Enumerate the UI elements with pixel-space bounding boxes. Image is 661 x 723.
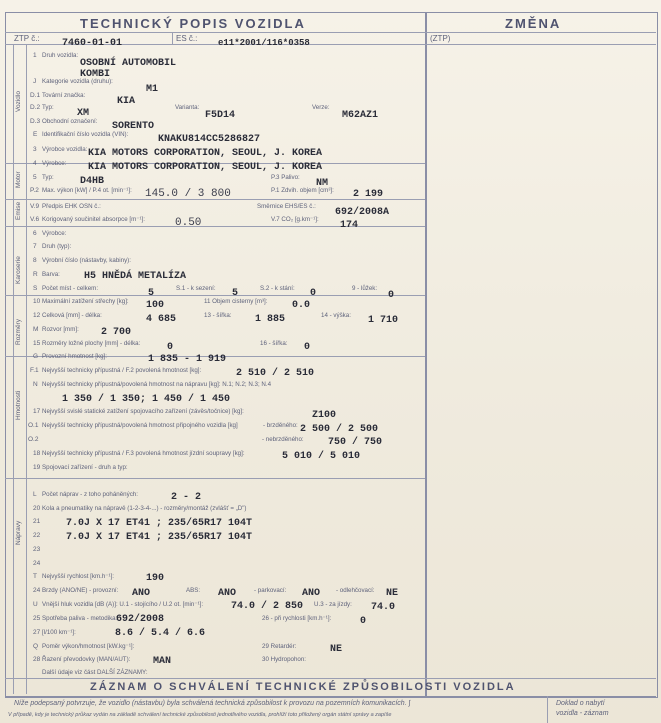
row-number: N [33,381,38,388]
row-number: 25 [33,615,41,622]
retarder-value: NE [330,644,343,655]
field-label: [l/100 km⁻¹]: [42,629,76,636]
field-label: U.3 - za jízdy: [314,601,352,608]
field-label: Směrnice EHS/ES č.: [257,203,316,210]
field-label: - odlehčovací: [336,587,375,594]
seats-sitting-value: 5 [232,288,239,299]
field-label: ABS: [186,587,201,594]
unbraked-trailer-value: 750 / 750 [328,437,383,448]
es-value: e11*2001/116*0358 [218,38,310,48]
section-motor: Motor [15,171,22,188]
row-number: D.1 [30,92,41,99]
field-label: - nebrzděného: [262,436,304,443]
field-label: Vnější hluk vozidla [dB (A)]: U.1 - stojícího / U.2 ot. [min⁻¹]: [42,601,204,608]
row-number: L [33,491,37,498]
row-number: 7 [33,243,37,250]
row-number: T [33,573,37,580]
field-label: Rozměry ložné plochy [mm] - délka: [42,340,141,347]
max-speed-value: 190 [146,573,165,584]
displacement-value: 2 199 [353,189,384,200]
field-label: Provozní hmotnost [kg]: [42,353,107,360]
make-value: KIA [117,96,136,107]
field-label: 13 - šířka: [204,312,232,319]
field-label: Nejvyšší technicky přípustná / F.2 povolená hmotnost [kg]: [42,367,202,374]
approval-note: V případě, kdy je technický průkaz vydán na základě schválení technické způsobilosti jednotlivého vozidla, prohlíží toto přiložený orgán státní správy a zapíše [8,712,392,718]
directive-value: 692/2008A [335,207,390,218]
field-label: Typ: [42,174,54,181]
ztp-value: 7460-01-01 [62,38,123,49]
field-label: Poměr výkon/hmotnost [kW.kg⁻¹]: [42,643,135,650]
cargo-length-value: 0 [167,342,174,353]
row-number: 28 [33,656,41,663]
field-label: Max. výkon [kW] / P.4 ot. [min⁻¹]: [42,187,132,194]
field-label: Kola a pneumatiky na nápravě (1-2-3-4-...) - rozměry/montáž (zvlášť = „D") [42,505,247,512]
form-title: TECHNICKÝ POPIS VOZIDLA [80,16,306,31]
section-vozidlo: Vozidlo [15,91,22,112]
row-number: E [33,131,38,138]
length-value: 4 685 [146,314,177,325]
max-weight-value: 2 510 / 2 510 [236,368,315,379]
field-label: Nejvyšší svislé statické zatížení spojovacího zařízení (závěs/točnice) [kg]: [42,408,244,415]
vehicle-body-value: KOMBI [80,69,111,80]
ztp-right: (ZTP) [430,34,451,43]
field-label: Varianta: [175,104,200,111]
gearbox-value: MAN [153,656,172,667]
width-value: 1 885 [255,314,286,325]
es-label: ES č.: [176,34,198,43]
co2-value: 174 [340,220,359,231]
field-label: Výrobní číslo (nástavby, kabiny): [42,257,131,264]
retarder-brake-value: NE [386,588,399,599]
consumption-method-value: 692/2008 [116,614,165,625]
field-label: Nejvyšší technicky přípustná / F.3 povolená hmotnost jízdní soupravy [kg]: [42,450,245,457]
row-number: U [33,601,38,608]
field-label: Korigovaný součinitel absorpce [m⁻¹]: [42,216,146,223]
curb-weight-value: 1 835 - 1 919 [148,354,227,365]
row-number: 17 [33,408,41,415]
approval-text: Níže podepsaný potvrzuje, že vozidlo (nástavbu) byla schválená technická způsobilost k provozu na pozemních komunikacích. ∫ [14,700,411,707]
field-label: Rozvor [mm]: [42,326,79,333]
row-number: G [33,353,39,360]
field-label: Typ: [42,104,54,111]
engine-manufacturer-value: KIA MOTORS CORPORATION, SEOUL, J. KOREA [88,162,323,173]
field-label: V.7 CO₂ [g.km⁻¹]: [271,216,319,223]
field-label: Počet náprav - z toho poháněných: [42,491,138,498]
field-label: Další údaje viz část DALŠÍ ZÁZNAMY: [42,669,148,676]
field-label: Výrobce: [42,230,67,237]
row-number: Q [33,643,39,650]
row-number: J [33,78,37,85]
field-label: Druh (typ): [42,243,72,250]
field-label: S.1 - k sezení: [176,285,216,292]
vin-value: KNAKU814CC5286827 [158,134,261,145]
row-number: O.1 [28,422,39,429]
field-label: Druh vozidla: [42,52,79,59]
row-number: 22 [33,532,41,539]
row-number: 8 [33,257,37,264]
row-number: M [33,326,39,333]
row-number: P.2 [30,187,39,194]
trade-name-value: SORENTO [112,121,155,132]
row-number: 23 [33,546,41,553]
field-label: Nejvyšší rychlost [km.h⁻¹]: [42,573,115,580]
combination-weight-value: 5 010 / 5 010 [282,451,361,462]
row-number: 18 [33,450,41,457]
braked-trailer-value: 2 500 / 2 500 [300,424,379,435]
field-label: Identifikační číslo vozidla (VIN): [42,131,129,138]
field-label: Nejvyšší technicky přípustná/povolená hmotnost připojného vozidla [kg] [42,422,238,429]
row-number: 10 [33,298,41,305]
field-label: Tovární značka: [42,92,86,99]
coupling-load-value: Z100 [312,410,337,421]
section-karoserie: Karoserie [15,256,22,284]
category-value: M1 [146,84,159,95]
field-label: Kategorie vozidla (druhu): [42,78,113,85]
row-number: 12 [33,312,41,319]
row-number: 3 [33,146,37,153]
row-number: V.9 [30,203,40,210]
variant-value: F5D14 [205,110,236,121]
row-number: O.2 [28,436,39,443]
type-value: XM [77,108,90,119]
row-number: F.1 [30,367,39,374]
section-hmotnosti: Hmotnosti [15,390,22,420]
section-rozmery: Rozměry [15,318,22,345]
consumption-value: 8.6 / 5.4 / 6.6 [115,628,206,639]
row-number: D.3 [30,118,41,125]
row-number: 4 [33,160,37,167]
row-number: 24 [33,560,41,567]
row-number: 5 [33,174,37,181]
tank-volume-value: 0.0 [292,300,311,311]
row-number: 15 [33,340,41,347]
section-emise: Emise [15,201,22,220]
tire-axle-2-value: 7.0J X 17 ET41 ; 235/65R17 104T [66,532,253,543]
axle-weight-value: 1 350 / 1 350; 1 450 / 1 450 [62,394,231,405]
fuel-value: NM [316,178,329,189]
row-number: 20 [33,505,41,512]
field-label: 9 - lůžek: [352,285,378,292]
approval-title: ZÁZNAM O SCHVÁLENÍ TECHNICKÉ ZPŮSOBILOSTI VOZIDLA [90,681,516,693]
field-label: - parkovací: [254,587,287,594]
field-label: Počet míst - celkem: [42,285,99,292]
parking-brake-value: ANO [302,588,321,599]
field-label: 14 - výška: [321,312,351,319]
field-label: 30 Hydropohon: [262,656,307,663]
absorption-value: 0.50 [175,217,202,229]
field-label: Předpis EHK OSN č.: [42,203,101,210]
field-label: 16 - šířka: [260,340,288,347]
row-number: 24 [33,587,41,594]
field-label: Brzdy (ANO/NE) - provozní: [42,587,119,594]
vehicle-manufacturer-value: KIA MOTORS CORPORATION, SEOUL, J. KOREA [88,148,323,159]
section-napravy: Nápravy [15,520,22,545]
field-label: Nejvyšší technicky přípustná/povolená hmotnost na nápravu [kg]: N.1; N.2; N.3; N.4 [42,381,272,388]
tire-axle-1-value: 7.0J X 17 ET41 ; 235/65R17 104T [66,518,253,529]
acquisition-label-1: Doklad o nabytí [556,700,605,707]
cargo-width-value: 0 [304,342,311,353]
field-label: Spotřeba paliva - metodika: [42,615,118,622]
field-label: - brzděného: [263,422,298,429]
field-label: Řazení převodovky (MAN/AUT): [42,656,131,663]
row-number: R [33,271,38,278]
vehicle-type-value: OSOBNÍ AUTOMOBIL [80,58,177,69]
row-number: V.6 [30,216,40,223]
roof-load-value: 100 [146,300,165,311]
field-label: 29 Retardér: [262,643,297,650]
field-label: Obchodní označení: [42,118,98,125]
version-value: M62AZ1 [342,110,379,121]
field-label: Výrobce vozidla: [42,146,88,153]
power-value: 145.0 / 3 800 [145,188,231,200]
row-number: D.2 [30,104,41,111]
noise-value: 74.0 / 2 850 [231,601,304,612]
seats-total-value: 5 [148,288,155,299]
abs-value: ANO [218,588,237,599]
field-label: P.3 Palivo: [271,174,300,181]
axles-value: 2 - 2 [171,492,202,503]
field-label: P.1 Zdvih. objem [cm³]: [271,187,334,194]
field-label: Spojovací zařízení - druh a typ: [42,464,128,471]
row-number: 27 [33,629,41,636]
changes-title: ZMĚNA [505,16,562,31]
field-label: Celková [mm] - délka: [42,312,102,319]
field-label: Maximální zatížení střechy [kg]: [42,298,129,305]
row-number: 19 [33,464,41,471]
field-label: 11 Objem cisterny [m³]: [204,298,268,305]
field-label: Verze: [312,104,330,111]
consumption-speed-value: 0 [360,616,367,627]
acquisition-label-2: vozidla - záznam [556,710,609,717]
seats-standing-value: 0 [310,288,317,299]
engine-type-value: D4HB [80,176,105,187]
height-value: 1 710 [368,315,399,326]
color-value: H5 HNĚDÁ METALÍZA [84,271,187,282]
field-label: 26 - při rychlosti [km.h⁻¹]: [262,615,332,622]
changes-frame [425,12,658,698]
row-number: 21 [33,518,41,525]
row-number: 6 [33,230,37,237]
wheelbase-value: 2 700 [101,327,132,338]
service-brake-value: ANO [132,588,151,599]
berths-value: 0 [388,290,395,301]
field-label: Barva: [42,271,60,278]
field-label: S.2 - k stání: [260,285,295,292]
row-number: 1 [33,52,37,59]
row-number: S [33,285,38,292]
field-label: Výrobce: [42,160,67,167]
noise-driving-value: 74.0 [371,602,396,613]
ztp-label: ZTP č.: [14,34,40,43]
